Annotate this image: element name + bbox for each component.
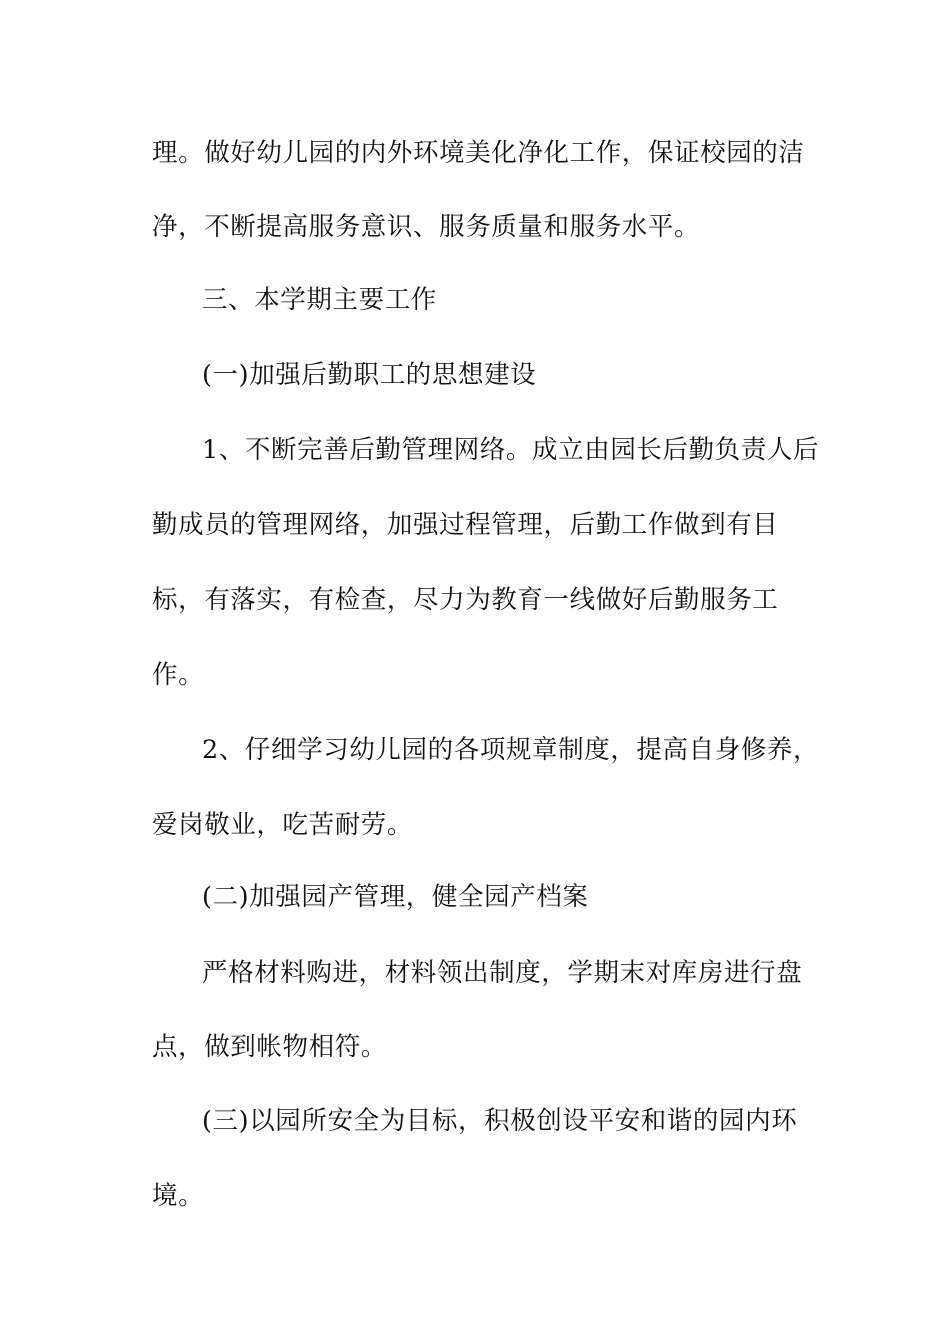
subsection-heading: (三)以园所安全为目标，积极创设平安和谐的园内环 <box>202 1106 798 1136</box>
section-heading: 三、本学期主要工作 <box>202 285 437 315</box>
paragraph-line: 境。 <box>152 1181 205 1211</box>
paragraph-line: 爱岗敬业，吃苦耐劳。 <box>152 810 414 840</box>
subsection-heading: (二)加强园产管理，健全园产档案 <box>202 882 589 912</box>
paragraph-line: 理。做好幼儿园的内外环境美化净化工作，保证校园的洁 <box>152 138 805 168</box>
paragraph-line: 点，做到帐物相符。 <box>152 1032 387 1062</box>
paragraph-line: 作。 <box>152 660 205 690</box>
paragraph-line: 标，有落实，有检查，尽力为教育一线做好后勤服务工 <box>152 585 779 615</box>
paragraph-line: 严格材料购进，材料领出制度，学期末对库房进行盘 <box>202 958 803 988</box>
paragraph-line: 勤成员的管理网络，加强过程管理，后勤工作做到有目 <box>152 510 779 540</box>
paragraph-line: 净，不断提高服务意识、服务质量和服务水平。 <box>152 212 701 242</box>
paragraph-line: 1、不断完善后勤管理网络。成立由园长后勤负责人后 <box>202 435 820 465</box>
paragraph-line: 2、仔细学习幼儿园的各项规章制度，提高自身修养， <box>202 735 820 765</box>
subsection-heading: (一)加强后勤职工的思想建设 <box>202 360 537 390</box>
